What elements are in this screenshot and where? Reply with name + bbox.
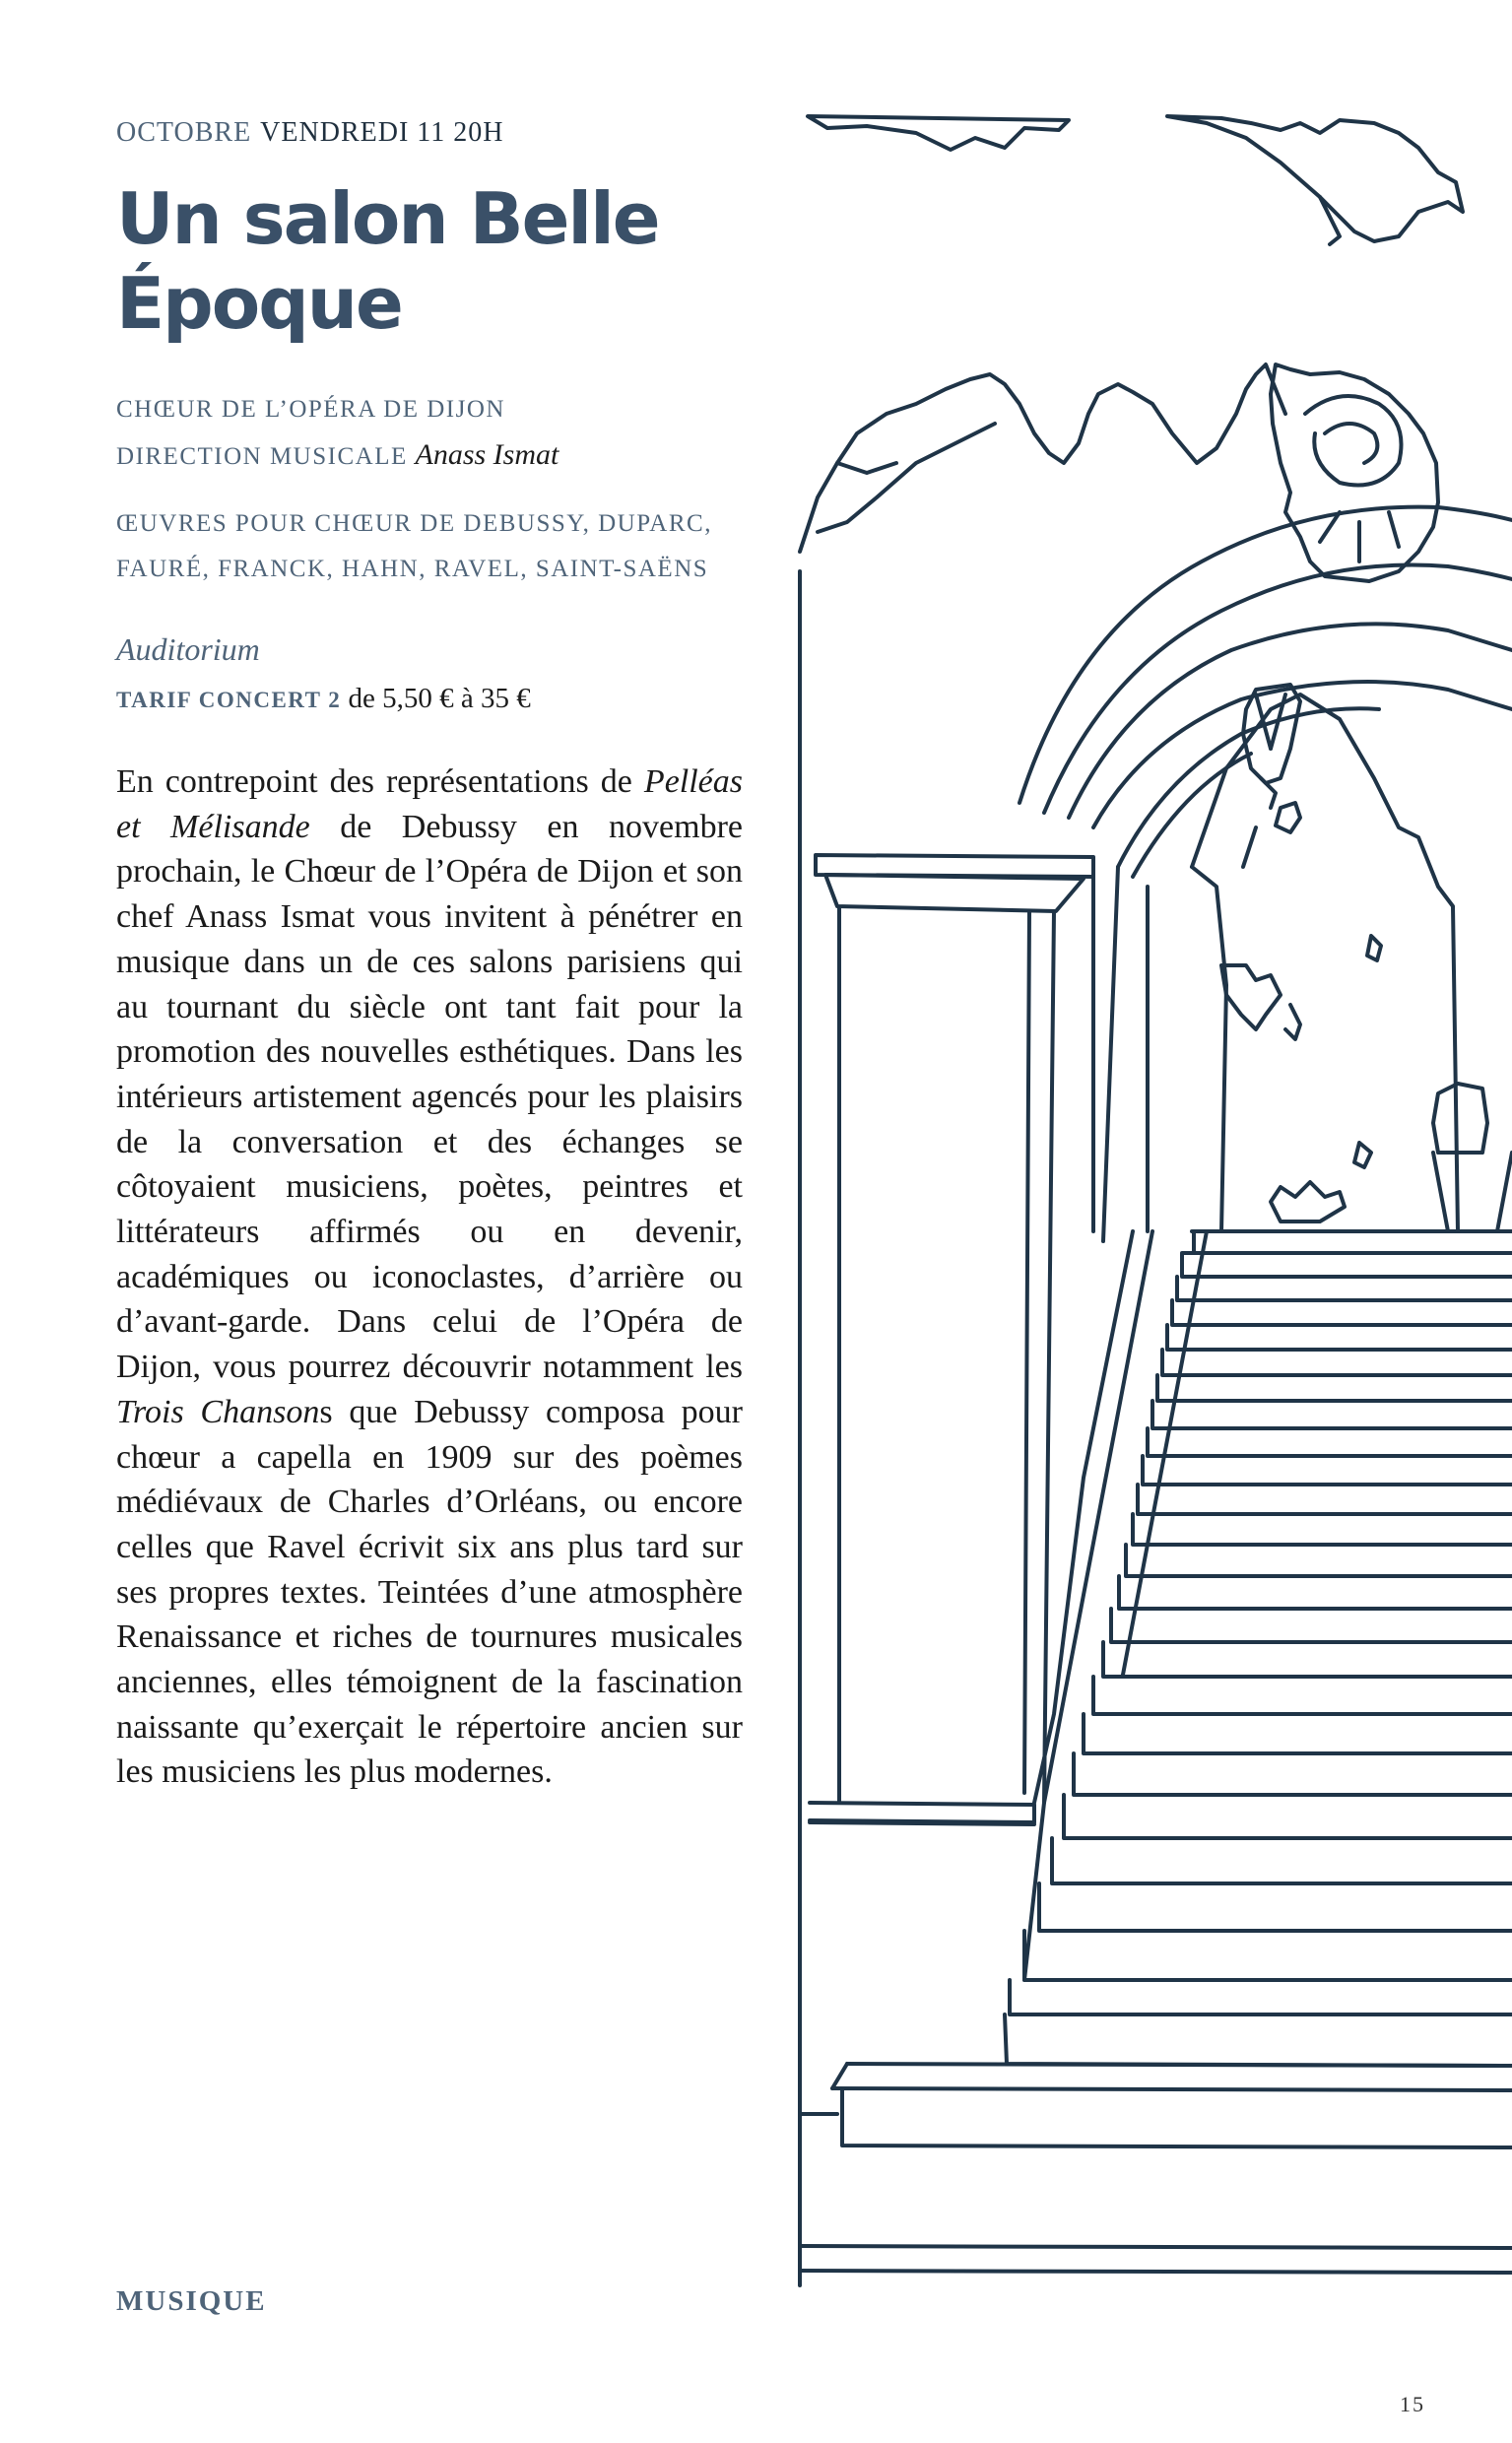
title-line-1: Un salon Belle <box>116 177 659 260</box>
section-label: MUSIQUE <box>116 2285 267 2317</box>
works-list <box>116 501 747 592</box>
body-part-1: En contrepoint des représentations de <box>116 763 644 800</box>
event-date <box>116 110 747 153</box>
venue: Auditorium <box>116 631 260 667</box>
page-number: 15 <box>1400 2392 1425 2416</box>
director-credit <box>116 432 747 480</box>
credits <box>116 387 747 480</box>
event-month: OCTOBRE <box>116 117 252 148</box>
event-title <box>116 176 747 346</box>
works-line-1: ŒUVRES POUR CHŒUR DE DEBUSSY, DUPARC, <box>116 510 712 537</box>
price-value: de 5,50 € à 35 € <box>348 683 531 714</box>
article-column <box>116 110 747 1795</box>
opera-title: Pelléas et Mélisande <box>116 763 743 845</box>
body-part-3: s que Debussy composa pour chœur a capella en 1909 sur des poèmes médiévaux de Charles d’Orléans, ou encore celles que Ravel écrivit six ans plus tard sur ses propres textes. Teintées d’une atmosphère Renaissance et riches de tournures musicales anciennes, elles témoignent de la fascination naissante qu’exerçait le répertoire ancien sur les musiciens les plus modernes. <box>116 1393 743 1791</box>
director-name: Anass Ismat <box>415 438 559 471</box>
direction-label: DIRECTION MUSICALE <box>116 443 408 470</box>
event-day-time: VENDREDI 11 20H <box>260 117 504 148</box>
price-label: TARIF CONCERT 2 <box>116 688 342 712</box>
article-body <box>116 759 743 1795</box>
body-part-2: de Debussy en novembre prochain, le Chœur de l’Opéra de Dijon et son chef Anass Ismat vous invitent à pénétrer en musique dans un de ces salons parisiens qui au tournant du siècle ont tant fait pour la promotion des nouvelles esthétiques. Dans les intérieurs artistement agencés pour les plaisirs de la conversation et des échanges se côtoyaient musiciens, poètes, peintres et littérateurs affirmés ou en devenir, académiques ou iconoclastes, d’arrière ou d’avant-garde. Dans celui de l’Opéra de Dijon, vous pourrez découvrir notamment les <box>116 808 743 1386</box>
work-title: Trois Chanson <box>116 1393 320 1430</box>
choir-credit: CHŒUR DE L’OPÉRA DE DIJON <box>116 396 505 423</box>
works-line-2: FAURÉ, FRANCK, HAHN, RAVEL, SAINT-SAËNS <box>116 556 709 582</box>
title-line-2: Époque <box>116 262 402 345</box>
price-line <box>116 679 747 720</box>
staircase-arch-illustration <box>793 99 1512 2315</box>
staircase-arch-icon <box>793 99 1512 2315</box>
